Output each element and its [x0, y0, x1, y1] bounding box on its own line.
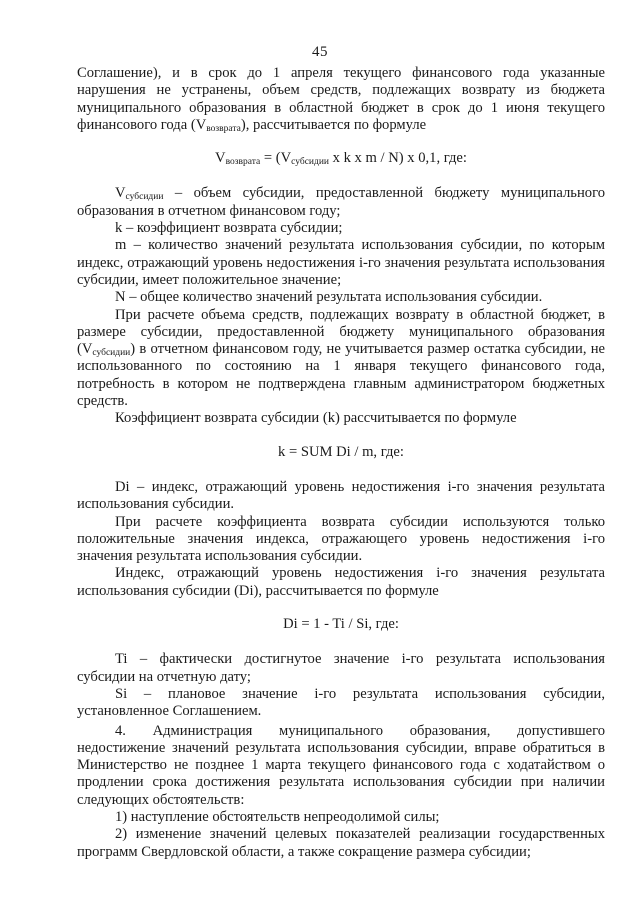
paragraph-index-intro: Индекс, отражающий уровень недостижения i-го значения результата использования субсидии (Di), рассчитывается по формуле: [77, 565, 605, 599]
page-number: 45: [312, 44, 328, 60]
list-item-1: 1) наступление обстоятельств непреодолимой силы;: [115, 808, 440, 825]
formula-coefficient: k = SUM Di / m, где:: [278, 443, 404, 460]
paragraph-calculation-note: При расчете объема средств, подлежащих возврату в областной бюджет, в размере субсидии, предоставленной бюджету муниципального образования $(V_{субсидии})$ в отчетном финансовом году, не учитывается размер остатка субсидии, не использованного по состоянию на 1 января текущего финансового года, потребность в котором не подтверждена главным администратором бюджетных средств.: [77, 306, 605, 410]
paragraph-item-4: 4. Администрация муниципального образования, допустившего недостижение значений результата использования субсидии, вправе обратиться в Министерство не позднее 1 марта текущего финансового года с ходатайством о продлении срока достижения результата использования субсидии при наличии следующих обстоятельств:: [77, 722, 605, 808]
definition-m: m – количество значений результата использования субсидии, по которым индекс, отражающий уровень недостижения i-го значения результата использования субсидии, имеет положительное значение;: [77, 237, 605, 288]
definition-si: Si – плановое значение i-го результата использования субсидии, установленное Соглашением.: [77, 685, 605, 720]
definition-n: N – общее количество значений результата использования субсидии.: [115, 289, 543, 306]
document-body: [77, 65, 605, 861]
paragraph-continuation: Соглашение), и в срок до 1 апреля текущего финансового года указанные нарушения не устранены, объем средств, подлежащих возврату из бюджета муниципального образования в областной бюджет в срок до 1 июня текущего финансового года $(V_{возврата})$, рассчитывается по формуле: [77, 65, 605, 134]
definition-di: Di – индекс, отражающий уровень недостижения i-го значения результата использования субсидии.: [77, 478, 605, 513]
list-item-2: 2) изменение значений целевых показателей реализации государственных программ Свердловской области, а также сокращение размера субсидии;: [77, 826, 605, 860]
paragraph-coefficient-intro: Коэффициент возврата субсидии (k) рассчитывается по формуле: [115, 410, 517, 427]
formula-return-volume: $V_{возврата} = (V_{субсидии}$ x k x m / N) x 0,1, где:: [215, 150, 467, 168]
formula-index: Di = 1 - Ti / Si, где:: [283, 616, 399, 633]
paragraph-positive-values: При расчете коэффициента возврата субсидии используются только положительные значения индекса, отражающего уровень недостижения i-го значения результата использования субсидии.: [77, 513, 605, 565]
definition-v-subsidy: $V_{субсидии}$ – объем субсидии, предоставленной бюджету муниципального образования в отчетном финансовом году;: [77, 185, 605, 219]
definition-k: k – коэффициент возврата субсидии;: [115, 220, 343, 237]
definition-ti: Ti – фактически достигнутое значение i-го результата использования субсидии на отчетную дату;: [77, 651, 605, 685]
